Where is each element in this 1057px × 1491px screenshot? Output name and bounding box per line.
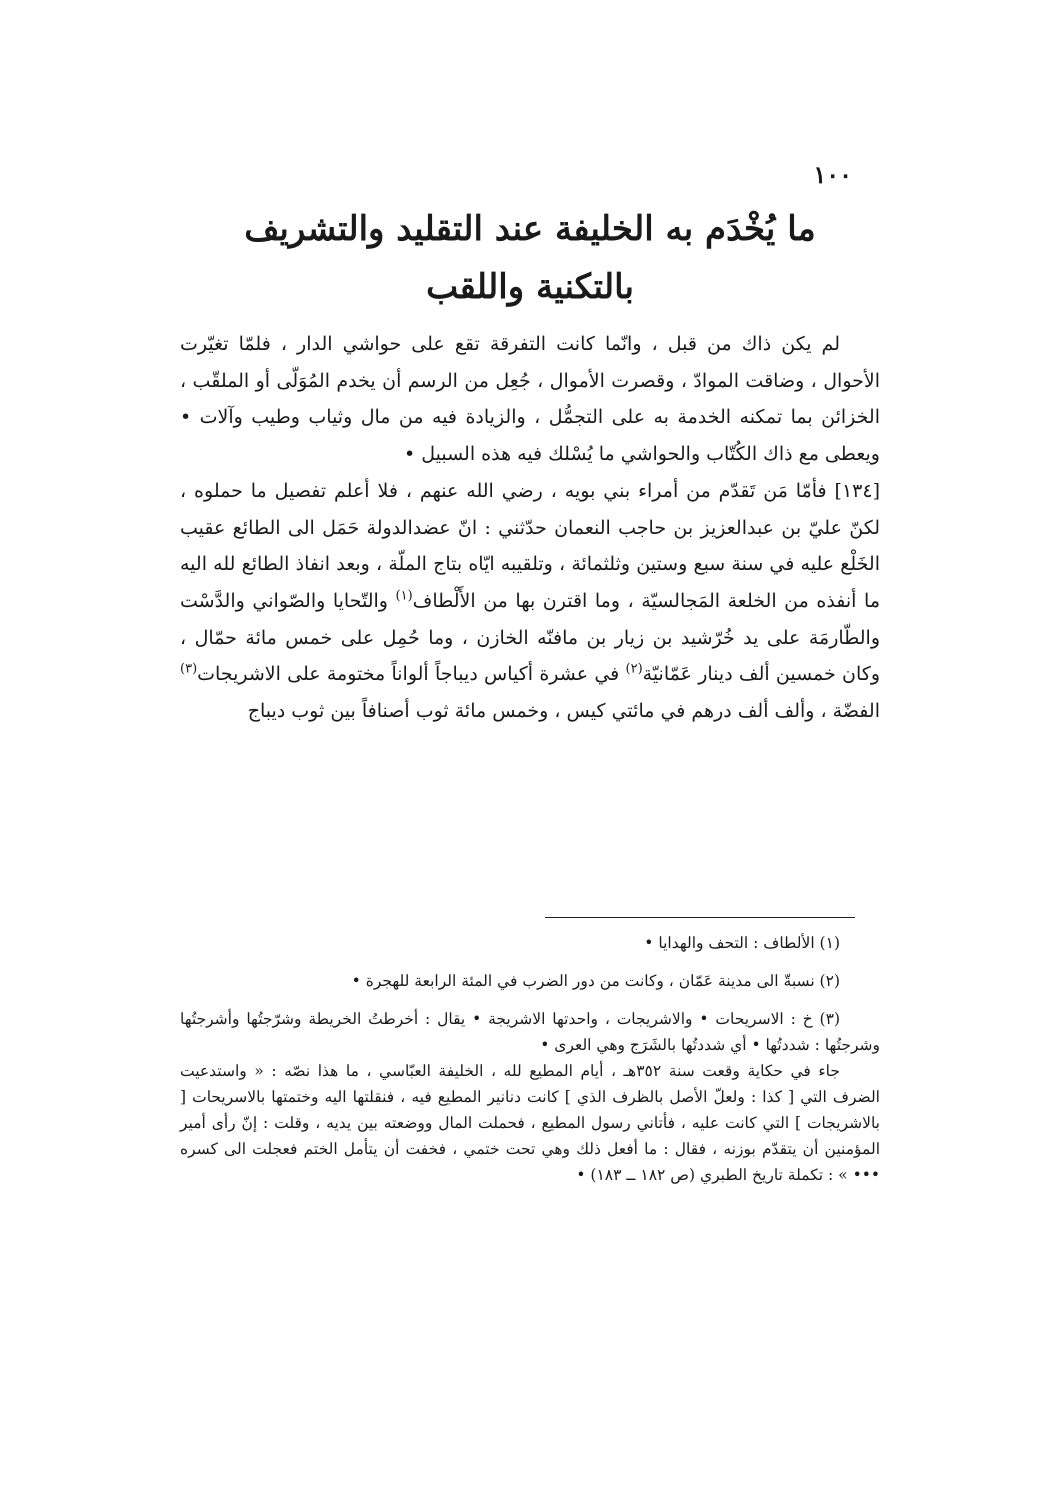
footnote-1: (١) الألطاف : التحف والهدايا •	[644, 934, 840, 952]
footnote-ref-2[interactable]: (٢)	[625, 662, 643, 677]
chapter-title	[180, 200, 880, 316]
footnote-2: (٢) نسبةّ الى مدينة عَمّان ، وكانت من دور الضرب في المئة الرابعة للهجرة •	[351, 972, 840, 990]
paragraph-2	[180, 473, 880, 730]
title-line-1: ما يُخْدَم به الخليفة عند التقليد والتشريف	[244, 209, 816, 249]
body-text	[180, 326, 880, 730]
footnote-ref-1[interactable]: (١)	[395, 588, 413, 604]
paragraph-2-part-d: الفضّة ، وألف ألف درهم في مائتي كيس ، وخمس مائة ثوب أصنافاً بين ثوب ديباج	[247, 700, 880, 723]
footnote-ref-3[interactable]: (٣)	[180, 662, 198, 677]
title-line-2: بالتكنية واللقب	[426, 267, 634, 307]
footnote-separator	[545, 917, 855, 918]
footnotes	[180, 930, 880, 1200]
footnote-3: (٣) خ : الاسريحات • والاشريجات ، واحدتها الاشريجة • يقال : أخرطتُ الخريطة وشرّجتُها وأشرجتُها وشرجتُها : شددتُها • أي شددتُها بالشَرَج وهي العرى •	[180, 1010, 880, 1054]
paragraph-2-part-a: [١٣٤] فأمّا مَن تَقدّم من أمراء بني بويه ، رضي الله عنهم ، فلا أعلم تفصيل ما حملوه ، لكنّ عليّ بن عبدالعزيز بن حاجب النعمان حدّثني : انّ عضدالدولة حَمَل الى الطائع عقيب الخَلْع عليه في سنة سبع وستين وثلثمائة ، وتلقيبه ايّاه بتاج الملّة ، وبعد انفاذ الطائع لله اليه ما أنفذه من الخلعة المَجالسيّة ، وما اقترن بها من الأَلْطاف	[180, 479, 880, 612]
paragraph-2-part-c: في عشرة أكياس ديباجاً ألواناً مختومة على الاشريجات	[197, 663, 626, 686]
page-number: ١٠٠	[813, 160, 852, 189]
paragraph-2-part-b: والتّحايا والصّواني والدَّسْت والطّارمَة على يد خُرّشيد بن زيار بن مافنّه الخازن ، وما حُمِل على خمس مائة حمّال ، وكان خمسين ألف دينار عَمّانيّة	[180, 589, 881, 686]
footnote-3-continuation: جاء في حكاية وقعت سنة ٣٥٢هـ ، أيام المطيع لله ، الخليفة العبّاسي ، ما هذا نصّه : « واستدعيت الضرف التي [ كذا : ولعلّ الأصل بالظرف الذي ] كانت دنانير المطيع فيه ، فنقلتها اليه وختمتها بالاسريحات [ بالاشريجات ] التي كانت عليه ، فأتاني رسول المطيع ، فحملت المال ووضعته بين يديه ، وقلت : إنّ رأى أمير المؤمنين أن يتقدّم بوزنه ، فقال : ما أفعل ذلك وهي تحت ختمي ، فخفت أن يتأمل الختم فعجلت الى كسره ••• » : تكملة تاريخ الطبري (ص ١٨٢ ــ ١٨٣) •	[180, 1062, 880, 1184]
paragraph-1: لم يكن ذاك من قبل ، وانّما كانت التفرقة تقع على حواشي الدار ، فلمّا تغيّرت الأحوال ، وضاقت الموادّ ، وقصرت الأموال ، جُعِل من الرسم أن يخدم المُوَلّى أو الملقّب ، الخزائن بما تمكنه الخدمة به على التجمُّل ، والزيادة فيه من مال وثياب وطيب وآلات • ويعطى مع ذاك الكُتّاب والحواشي ما يُسْلك فيه هذه السبيل •	[180, 333, 880, 466]
